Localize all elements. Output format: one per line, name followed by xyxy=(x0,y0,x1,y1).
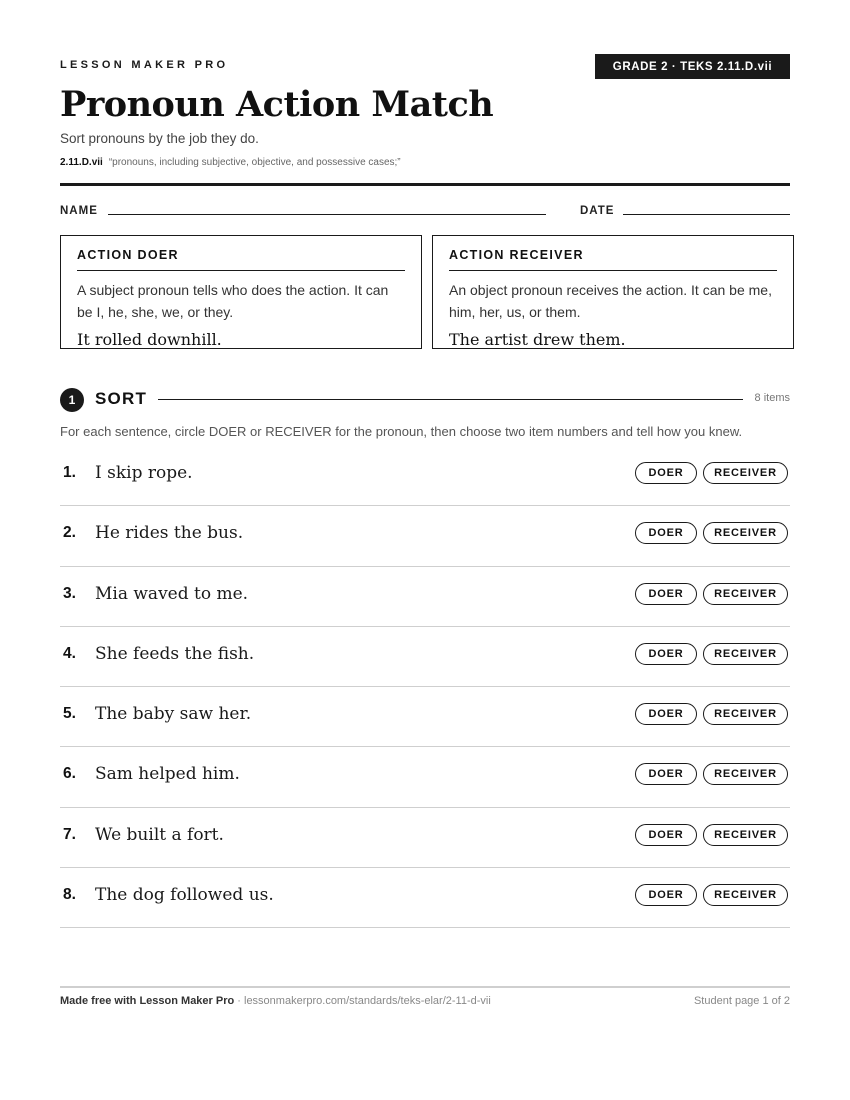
item-number: 8. xyxy=(63,886,76,904)
item-list xyxy=(60,446,790,928)
list-item xyxy=(60,627,790,687)
name-field[interactable] xyxy=(108,214,546,215)
doer-button[interactable]: DOER xyxy=(635,583,697,605)
item-number: 5. xyxy=(63,705,76,723)
receiver-button[interactable]: RECEIVER xyxy=(703,763,788,785)
doer-button[interactable]: DOER xyxy=(635,703,697,725)
definition-example: The artist drew them. xyxy=(449,330,626,349)
list-item xyxy=(60,506,790,566)
footer-url: · lessonmakerpro.com/standards/teks-elar/2-11-d-vii xyxy=(237,995,491,1007)
receiver-button[interactable]: RECEIVER xyxy=(703,824,788,846)
receiver-button[interactable]: RECEIVER xyxy=(703,884,788,906)
receiver-button[interactable]: RECEIVER xyxy=(703,583,788,605)
receiver-button[interactable]: RECEIVER xyxy=(703,522,788,544)
list-item xyxy=(60,868,790,928)
item-count: 8 items xyxy=(754,392,790,404)
item-number: 2. xyxy=(63,524,76,542)
list-item xyxy=(60,446,790,506)
definition-text: A subject pronoun tells who does the action. It can be I, he, she, we, or they. xyxy=(77,282,389,320)
list-item xyxy=(60,567,790,627)
standard-text: “pronouns, including subjective, objective, and possessive cases;” xyxy=(108,157,401,168)
definition-box-doer xyxy=(60,235,422,349)
list-item xyxy=(60,747,790,807)
list-item xyxy=(60,687,790,747)
item-sentence: Sam helped him. xyxy=(95,764,240,785)
page-title: Pronoun Action Match xyxy=(60,84,494,125)
item-sentence: He rides the bus. xyxy=(95,523,244,544)
item-number: 6. xyxy=(63,765,76,783)
header-divider xyxy=(60,183,790,186)
definition-example: It rolled downhill. xyxy=(77,330,222,349)
footer-page-number: Student page 1 of 2 xyxy=(693,995,790,1007)
definition-text: An object pronoun receives the action. It can be me, him, her, us, or them. xyxy=(449,282,772,320)
receiver-button[interactable]: RECEIVER xyxy=(703,643,788,665)
page-subtitle: Sort pronouns by the job they do. xyxy=(60,131,259,146)
definition-heading: ACTION RECEIVER xyxy=(449,248,777,271)
doer-button[interactable]: DOER xyxy=(635,522,697,544)
item-sentence: Mia waved to me. xyxy=(95,583,249,604)
item-sentence: She feeds the fish. xyxy=(95,643,255,664)
definition-box-receiver xyxy=(432,235,794,349)
doer-button[interactable]: DOER xyxy=(635,643,697,665)
grade-badge: GRADE 2 · TEKS 2.11.D.vii xyxy=(595,54,790,79)
item-number: 1. xyxy=(63,464,76,481)
definition-heading: ACTION DOER xyxy=(77,248,405,271)
item-number: 3. xyxy=(63,584,76,602)
date-field[interactable] xyxy=(623,214,790,215)
standard-code: 2.11.D.vii xyxy=(60,157,103,168)
item-sentence: The dog followed us. xyxy=(95,885,274,906)
section-divider xyxy=(158,399,743,400)
item-sentence: We built a fort. xyxy=(95,824,224,845)
section-title: SORT xyxy=(95,389,148,408)
list-item xyxy=(60,808,790,868)
item-sentence: The baby saw her. xyxy=(95,704,252,725)
doer-button[interactable]: DOER xyxy=(635,824,697,846)
date-label: DATE xyxy=(580,205,615,217)
receiver-button[interactable]: RECEIVER xyxy=(703,703,788,725)
brand-name: LESSON MAKER PRO xyxy=(60,59,229,71)
footer-credit xyxy=(60,995,491,1007)
doer-button[interactable]: DOER xyxy=(635,884,697,906)
section-header xyxy=(60,386,790,412)
item-number: 4. xyxy=(63,644,76,662)
section-number-badge: 1 xyxy=(60,388,84,412)
footer-made-with: Made free with Lesson Maker Pro xyxy=(60,995,235,1007)
doer-button[interactable]: DOER xyxy=(635,763,697,785)
receiver-button[interactable]: RECEIVER xyxy=(703,462,788,484)
standard-reference xyxy=(60,157,401,168)
item-number: 7. xyxy=(63,825,76,843)
name-label: NAME xyxy=(60,205,98,217)
instructions: For each sentence, circle DOER or RECEIVER for the pronoun, then choose two item numbers and tell how you knew. xyxy=(60,424,743,439)
worksheet-page xyxy=(60,0,790,1100)
doer-button[interactable]: DOER xyxy=(635,462,697,484)
footer-divider xyxy=(60,986,790,988)
item-sentence: I skip rope. xyxy=(95,463,193,483)
